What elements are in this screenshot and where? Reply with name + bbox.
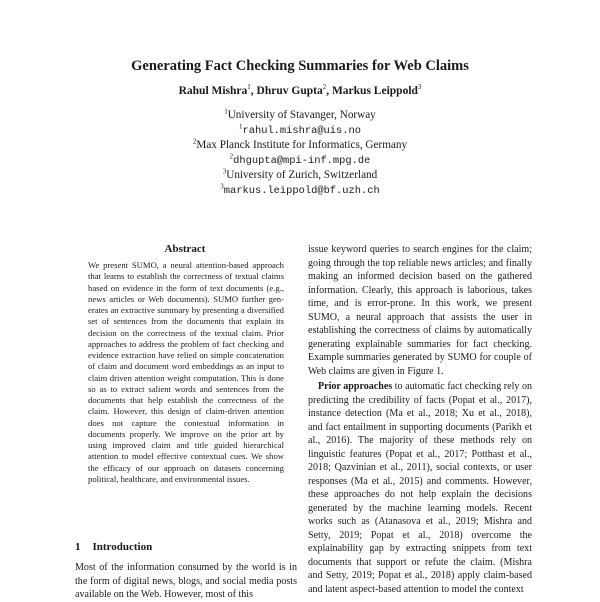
section-number: 1 — [75, 541, 81, 553]
paper-title: Generating Fact Checking Summaries for Web Claims — [131, 58, 469, 74]
affiliation-line: $^2$Max Planck Institute for Informatics, Germany — [192, 137, 408, 152]
affiliations — [0, 108, 600, 199]
author-list: Rahul Mishra$^1$, Dhruv Gupta$^2$, Markus Leippold$^3$ — [178, 83, 422, 97]
system-name: SUMO — [447, 352, 477, 364]
author-affil-marker: 1 — [247, 83, 251, 92]
affiliation-line: $^1$University of Stavanger, Norway — [224, 107, 376, 121]
system-name: SUMO — [308, 311, 338, 323]
affiliation-email: $^1$rahul.mishra@uis.no — [239, 121, 361, 137]
paragraph-lead: Prior approaches — [318, 381, 393, 393]
author-affil-marker: 2 — [322, 83, 327, 92]
affiliation-line: $^3$University of Zurich, Switzerland — [222, 167, 378, 182]
paragraph: issue keyword queries to search engines for the claim; going through the top reliable news articles; and finally making an informed decision based on the gathered information. Clearly, this approach is laborious, takes time, and is error-prone. In this work, we present SUMO, a neural approach that assists the user in establishing the correctness of claims by automatically generating explainable summaries for fact checking. Example summaries generated by SUMO for couple of Web claims are given in Figure 1. — [308, 244, 532, 377]
right-column — [308, 243, 532, 596]
author-name: Markus Leippold — [331, 85, 418, 97]
abstract-heading: Abstract — [164, 243, 206, 255]
introduction-text: Most of the information consumed by the world is in the form of digital news, blogs, and social media posts available on the Web. However, most of this — [75, 562, 297, 600]
paragraph: Prior approaches to automatic fact checking rely on predicting the credibility of facts (Popat et al., 2017), instance detection (Ma et al., 2018; Xu et al., 2018), and fact entailment in supporting documents (Parikh et al., 2016). The majority of these methods rely on linguistic features (Popat et al., 2017; Potthast et al., 2018; Qazvinian et al., 2011), social contexts, or user responses (Ma et al., 2015) and comments. However, these approaches do not help explain the decisions generated by the machine learning models. Recent works such as (Atanasova et al., 2019; Mishra and Setty, 2019; Popat et al., 2018) overcome the explainability gap by extracting snippets from text documents that support or refute the claim. (Mishra and Setty, 2019; Popat et al., 2018) apply claim-based and latent aspect-based attention to model the context — [308, 381, 533, 595]
author-name: Dhruv Gupta — [256, 85, 323, 97]
abstract-text: We present SUMO, a neural attention-based approach that learns to establish the correctness of textual claims based on evidence in the form of text documents (e.g., news articles or Web documents). SUMO further generates an extractive summary by presenting a diversified set of sentences from the documents that explain its decision on the correctness of the textual claim. Prior approaches to address the problem of fact checking and evidence extraction have relied on simple concatenation of claim and document word embeddings as an input to claim driven attention weight computation. This is done so as to extract salient words and sentences from the documents that help establish the correctness of the claim. However, this design of claim-driven attention does not capture the contextual information in documents properly. We improve on the prior art by using improved claim and title guided hierarchical attention to model effective contextual cues. We show the efficacy of our approach on datasets concerning political, healthcare, and environmental issues. — [88, 260, 284, 484]
author-affil-marker: 3 — [417, 83, 422, 92]
section-title: Introduction — [92, 541, 153, 553]
affiliation-email: $^2$dhgupta@mpi-inf.mpg.de — [229, 152, 371, 167]
author-name: Rahul Mishra — [178, 85, 248, 97]
affiliation-email: $^3$markus.leippold@bf.uzh.ch — [220, 182, 380, 197]
section-heading-introduction — [75, 541, 152, 553]
